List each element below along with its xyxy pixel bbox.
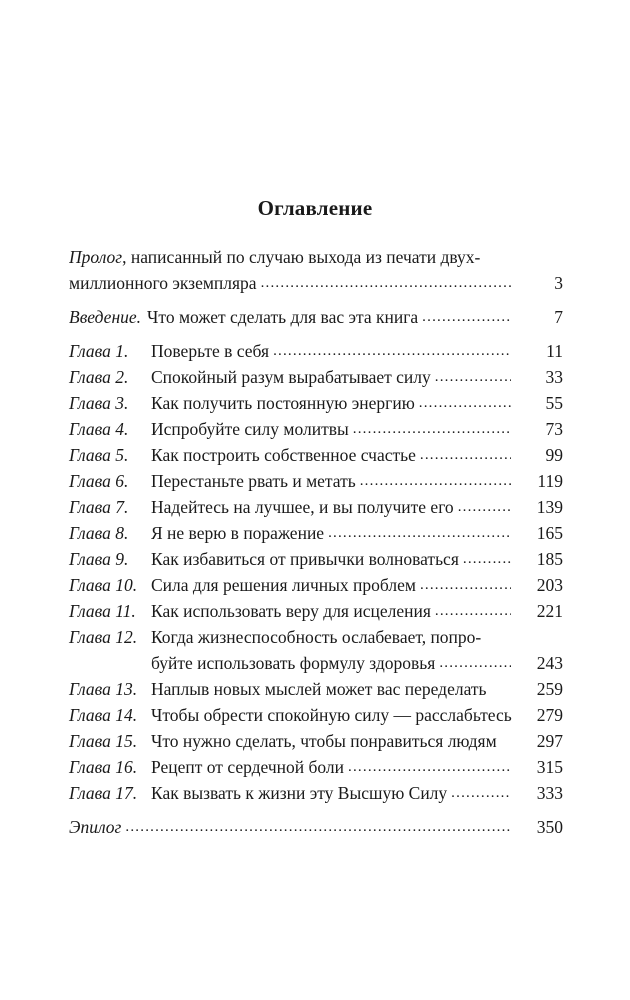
intro-label: Введение.: [69, 307, 142, 327]
page-number: 55: [545, 393, 563, 413]
page-number: 243: [536, 653, 563, 673]
toc-entry-chapter: [69, 624, 563, 650]
chapter-title: Как построить собственное счастье: [151, 445, 416, 465]
chapter-title-col: [151, 442, 511, 468]
toc-entry-prologue-line1: [69, 244, 563, 270]
chapter-title: Испробуйте силу молитвы: [151, 419, 349, 439]
chapter-label: Глава 10.: [69, 575, 138, 595]
page-number: 297: [536, 731, 563, 751]
toc-entry-chapter: [69, 728, 563, 754]
chapter-title-line2: буйте использовать формулу здоровья: [151, 653, 436, 673]
chapter-title-col: [151, 650, 511, 676]
chapter-title: Спокойный разум вырабатывает силу: [151, 367, 431, 387]
toc-entry-chapter: [69, 546, 563, 572]
chapter-title-col: [151, 546, 511, 572]
leader-dots: [344, 754, 511, 780]
chapter-title-col: [151, 624, 563, 650]
chapter-label: Глава 4.: [69, 419, 129, 439]
leader-dots: [349, 416, 511, 442]
leader-dots: [269, 338, 511, 364]
leader-dots: [435, 650, 511, 676]
chapter-label: Глава 2.: [69, 367, 129, 387]
toc-entry-chapter: [69, 598, 563, 624]
page-number: 11: [546, 341, 563, 361]
leader-dots: [418, 304, 511, 330]
leader-dots: [431, 364, 511, 390]
prologue-text-line1: , написанный по случаю выхода из печати двух-: [122, 247, 481, 267]
leader-dots: [356, 468, 511, 494]
toc-entry-prologue-line2: [69, 270, 563, 296]
toc-entry-chapter: [69, 442, 563, 468]
toc-entry-chapter: [69, 780, 563, 806]
chapter-label: Глава 11.: [69, 601, 136, 621]
chapter-title-col: [151, 598, 511, 624]
toc-entry-chapter: [69, 494, 563, 520]
chapter-label: Глава 14.: [69, 705, 138, 725]
chapter-title-col: [151, 338, 511, 364]
chapter-title: Поверьте в себя: [151, 341, 270, 361]
chapter-title: Надейтесь на лучшее, и вы получите его: [151, 497, 454, 517]
chapter-label: Глава 17.: [69, 783, 138, 803]
leader-dots: [415, 390, 511, 416]
chapter-title-col: [151, 780, 511, 806]
page-title: Оглавление: [257, 196, 373, 220]
chapter-title-col: [151, 494, 511, 520]
chapter-title: Что нужно сделать, чтобы понравиться людям: [151, 731, 497, 751]
chapter-title: Сила для решения личных проблем: [151, 575, 416, 595]
leader-dots: [257, 270, 511, 296]
leader-dots: [324, 520, 511, 546]
leader-dots: [459, 546, 511, 572]
intro-text: Что может сделать для вас эта книга: [147, 307, 419, 327]
leader-dots: [431, 598, 511, 624]
page-number: 99: [545, 445, 563, 465]
toc-entry-chapter-continued: [69, 650, 563, 676]
page-number: 119: [537, 471, 563, 491]
epilogue-label: Эпилог: [69, 817, 122, 837]
toc-entry-epilogue: [69, 814, 563, 840]
leader-dots: [416, 572, 511, 598]
chapter-title: Как получить постоянную энергию: [151, 393, 415, 413]
chapter-title-col: [151, 702, 515, 728]
chapter-title: Я не верю в поражение: [151, 523, 325, 543]
chapter-title: Наплыв новых мыслей может вас переделать: [151, 679, 487, 699]
prologue-label: Пролог: [69, 247, 123, 267]
table-of-contents: [69, 244, 563, 840]
chapter-label: Глава 16.: [69, 757, 138, 777]
chapter-title: Как вызвать к жизни эту Высшую Силу: [151, 783, 448, 803]
page-number: 165: [536, 523, 563, 543]
chapter-title-col: [151, 520, 511, 546]
chapter-title: Как избавиться от привычки волноваться: [151, 549, 459, 569]
page-number: 33: [545, 367, 563, 387]
leader-dots: [447, 780, 511, 806]
toc-entry-intro: [69, 304, 563, 330]
chapter-list: [69, 338, 563, 806]
page-number: 203: [536, 575, 563, 595]
toc-entry-chapter: [69, 468, 563, 494]
chapter-label: Глава 15.: [69, 731, 138, 751]
toc-entry-chapter: [69, 572, 563, 598]
chapter-label: Глава 6.: [69, 471, 129, 491]
chapter-title: Перестаньте рвать и метать: [151, 471, 356, 491]
chapter-title-col: [151, 572, 511, 598]
chapter-title-col: [151, 390, 511, 416]
chapter-title-col: [151, 416, 511, 442]
page-number: 7: [554, 307, 563, 327]
chapter-label: Глава 3.: [69, 393, 129, 413]
page-number: 139: [536, 497, 563, 517]
chapter-title: Когда жизнеспособность ослабевает, попро-: [151, 627, 482, 647]
toc-entry-chapter: [69, 520, 563, 546]
leader-dots: [121, 814, 511, 840]
chapter-title-col: [151, 754, 511, 780]
toc-entry-chapter: [69, 676, 563, 702]
toc-entry-chapter: [69, 390, 563, 416]
page-number: 3: [554, 273, 563, 293]
chapter-label: Глава 13.: [69, 679, 138, 699]
chapter-label: Глава 9.: [69, 549, 129, 569]
chapter-label: Глава 8.: [69, 523, 129, 543]
page-number: 221: [536, 601, 563, 621]
toc-entry-chapter: [69, 364, 563, 390]
chapter-title: Чтобы обрести спокойную силу — расслабьтесь: [151, 705, 512, 725]
chapter-title-col: [151, 468, 511, 494]
toc-entry-chapter: [69, 702, 563, 728]
toc-entry-chapter: [69, 754, 563, 780]
chapter-title-col: [151, 676, 515, 702]
chapter-title: Как использовать веру для исцеления: [151, 601, 431, 621]
chapter-title-col: [151, 728, 515, 754]
chapter-label: Глава 1.: [69, 341, 129, 361]
prologue-text-line2: миллионного экземпляра: [69, 273, 257, 293]
leader-dots: [416, 442, 511, 468]
chapter-label: Глава 7.: [69, 497, 129, 517]
chapter-label: Глава 12.: [69, 627, 138, 647]
chapter-title: Рецепт от сердечной боли: [151, 757, 345, 777]
toc-entry-chapter: [69, 338, 563, 364]
leader-dots: [454, 494, 511, 520]
toc-entry-chapter: [69, 416, 563, 442]
page-number: 333: [536, 783, 563, 803]
page-number: 279: [536, 705, 563, 725]
page-number: 73: [545, 419, 563, 439]
chapter-title-col: [151, 364, 511, 390]
page-number: 350: [536, 817, 563, 837]
page-number: 259: [536, 679, 563, 699]
page-number: 185: [536, 549, 563, 569]
chapter-label: Глава 5.: [69, 445, 129, 465]
page-number: 315: [536, 757, 563, 777]
